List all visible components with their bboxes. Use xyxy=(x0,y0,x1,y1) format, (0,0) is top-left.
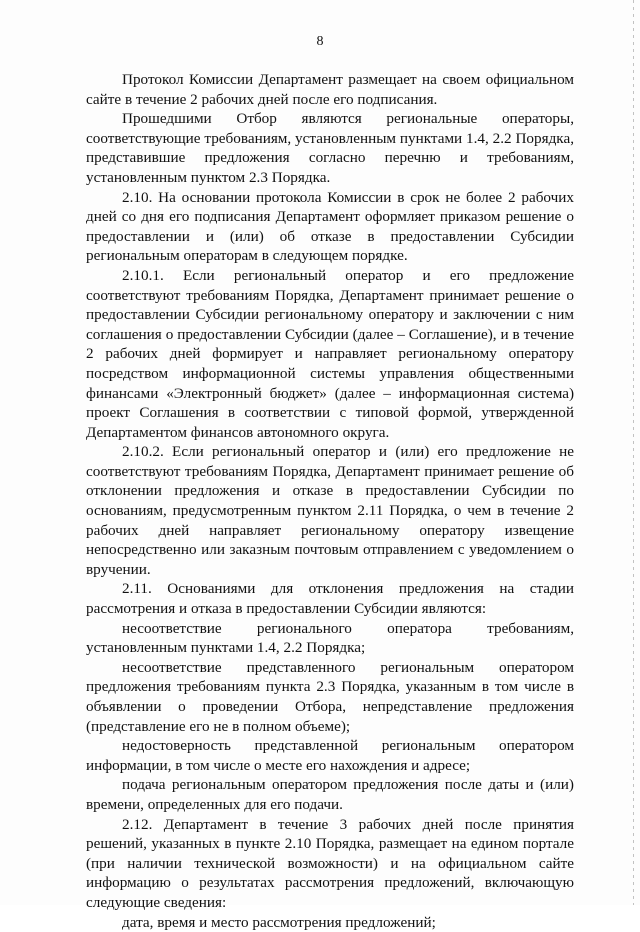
list-item-proposal-nonconformity: несоответствие представленного региональным оператором предложения требованиям пункта 2.3 Порядка, указанным в том числе в объявлении о проведении Отбора, непредставление предложения (представление его не в полном объеме); xyxy=(86,658,574,735)
list-item-operator-nonconformity: несоответствие регионального оператора требованиям, установленным пунктами 1.4, 2.2 Порядка; xyxy=(86,619,574,657)
document-body xyxy=(86,70,574,932)
paragraph-2-10-1: 2.10.1. Если региональный оператор и его предложение соответствуют требованиям Порядка, Департамент принимает решение о предоставлении Субсидии региональному оператору и заключении с ним соглашения о предоставлении Субсидии (далее – Соглашение), и в течение 2 рабочих дней формирует и направляет региональному оператору посредством информационной системы управления общественными финансами «Электронный бюджет» (далее – информационная система) проект Соглашения в соответствии с типовой формой, утвержденной Департаментом финансов автономного округа. xyxy=(86,266,574,441)
list-item-inaccurate-information: недостоверность представленной региональным оператором информации, в том числе о месте его нахождения и адресе; xyxy=(86,737,574,774)
paragraph-selection-passed: Прошедшими Отбор являются региональные операторы, соответствующие требованиям, установленным пунктами 1.4, 2.2 Порядка, представившие предложения согласно перечню и требованиям, установленным пунктом 2.3 Порядка. xyxy=(86,110,574,186)
paragraph-2-12: 2.12. Департамент в течение 3 рабочих дней после принятия решений, указанных в пункте 2.10 Порядка, размещает на едином портале (при наличии технической возможности) и на официальном сайте информацию о результатах рассмотрения предложений, включающую следующие сведения: xyxy=(86,815,574,911)
paragraph-2-10-2: 2.10.2. Если региональный оператор и (или) его предложение не соответствуют требованиям Порядка, Департамент принимает решение об отклонении предложения и отказе в предоставлении Субсидии по основаниям, предусмотренным пунктом 2.11 Порядка, о чем в течение 2 рабочих дней направляет региональному оператору извещение непосредственно или заказным почтовым отправлением с уведомлением о вручении. xyxy=(86,443,574,578)
scan-edge xyxy=(633,0,634,905)
paragraph-2-11: 2.11. Основаниями для отклонения предложения на стадии рассмотрения и отказа в предоставлении Субсидии являются: xyxy=(86,580,574,618)
list-item-review-date-place: дата, время и место рассмотрения предложений; xyxy=(122,913,436,931)
list-item-late-submission: подача региональным оператором предложения после даты и (или) времени, определенных для его подачи. xyxy=(86,776,574,813)
page-number: 8 xyxy=(316,34,324,49)
paragraph-2-10: 2.10. На основании протокола Комиссии в срок не более 2 рабочих дней со дня его подписания Департамент оформляет приказом решение о предоставлении и (или) об отказе в предоставлении Субсидии региональным операторам в следующем порядке. xyxy=(86,188,574,265)
paragraph-protocol-publication: Протокол Комиссии Департамент размещает на своем официальном сайте в течение 2 рабочих дней после его подписания. xyxy=(86,71,574,108)
